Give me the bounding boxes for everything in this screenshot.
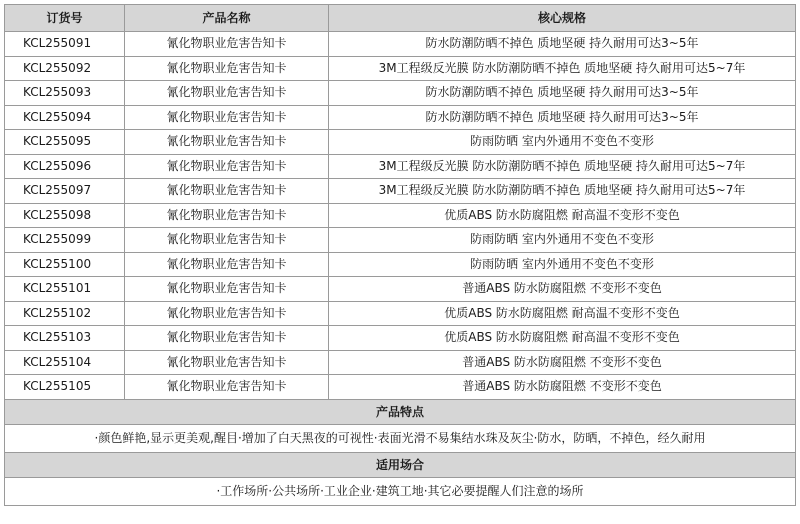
order-number-cell: KCL255091 [5, 32, 125, 57]
core-spec-cell: 3M工程级反光膜 防水防潮防晒不掉色 质地坚硬 持久耐用可达5~7年 [329, 154, 796, 179]
core-spec-cell: 防雨防晒 室内外通用不变色不变形 [329, 252, 796, 277]
product-name-cell: 氰化物职业危害告知卡 [125, 375, 329, 400]
features-text-row [5, 424, 796, 452]
product-name-cell: 氰化物职业危害告知卡 [125, 326, 329, 351]
core-spec-cell: 防水防潮防晒不掉色 质地坚硬 持久耐用可达3~5年 [329, 81, 796, 106]
table-body [5, 32, 796, 400]
core-spec-cell: 3M工程级反光膜 防水防潮防晒不掉色 质地坚硬 持久耐用可达5~7年 [329, 56, 796, 81]
core-spec-cell: 防雨防晒 室内外通用不变色不变形 [329, 130, 796, 155]
table-row [5, 301, 796, 326]
core-spec-cell: 防水防潮防晒不掉色 质地坚硬 持久耐用可达3~5年 [329, 32, 796, 57]
table-row [5, 105, 796, 130]
order-number-cell: KCL255095 [5, 130, 125, 155]
core-spec-cell: 防雨防晒 室内外通用不变色不变形 [329, 228, 796, 253]
header-core-spec: 核心规格 [329, 5, 796, 32]
usage-heading-row [5, 452, 796, 477]
product-name-cell: 氰化物职业危害告知卡 [125, 301, 329, 326]
usage-text: ·工作场所·公共场所·工业企业·建筑工地·其它必要提醒人们注意的场所 [5, 477, 796, 505]
header-order-number: 订货号 [5, 5, 125, 32]
product-name-cell: 氰化物职业危害告知卡 [125, 277, 329, 302]
product-name-cell: 氰化物职业危害告知卡 [125, 228, 329, 253]
table-row [5, 277, 796, 302]
features-text: ·颜色鲜艳,显示更美观,醒目·增加了白天黑夜的可视性·表面光滑不易集结水珠及灰尘·防水，防晒，不掉色，经久耐用 [5, 424, 796, 452]
order-number-cell: KCL255103 [5, 326, 125, 351]
core-spec-cell: 普通ABS 防水防腐阻燃 不变形不变色 [329, 350, 796, 375]
table-header-row [5, 5, 796, 32]
order-number-cell: KCL255096 [5, 154, 125, 179]
usage-title: 适用场合 [5, 452, 796, 477]
product-name-cell: 氰化物职业危害告知卡 [125, 154, 329, 179]
table-row [5, 81, 796, 106]
product-name-cell: 氰化物职业危害告知卡 [125, 130, 329, 155]
core-spec-cell: 防水防潮防晒不掉色 质地坚硬 持久耐用可达3~5年 [329, 105, 796, 130]
order-number-cell: KCL255105 [5, 375, 125, 400]
order-number-cell: KCL255094 [5, 105, 125, 130]
table-row [5, 32, 796, 57]
core-spec-cell: 普通ABS 防水防腐阻燃 不变形不变色 [329, 375, 796, 400]
usage-text-row [5, 477, 796, 505]
order-number-cell: KCL255099 [5, 228, 125, 253]
table-row [5, 228, 796, 253]
core-spec-cell: 普通ABS 防水防腐阻燃 不变形不变色 [329, 277, 796, 302]
table-row [5, 130, 796, 155]
product-name-cell: 氰化物职业危害告知卡 [125, 350, 329, 375]
spec-table [4, 4, 796, 506]
order-number-cell: KCL255098 [5, 203, 125, 228]
table-row [5, 326, 796, 351]
features-title: 产品特点 [5, 399, 796, 424]
core-spec-cell: 3M工程级反光膜 防水防潮防晒不掉色 质地坚硬 持久耐用可达5~7年 [329, 179, 796, 204]
table-row [5, 56, 796, 81]
core-spec-cell: 优质ABS 防水防腐阻燃 耐高温不变形不变色 [329, 203, 796, 228]
order-number-cell: KCL255100 [5, 252, 125, 277]
table-row [5, 375, 796, 400]
product-name-cell: 氰化物职业危害告知卡 [125, 105, 329, 130]
features-heading-row [5, 399, 796, 424]
table-row [5, 203, 796, 228]
product-name-cell: 氰化物职业危害告知卡 [125, 32, 329, 57]
order-number-cell: KCL255102 [5, 301, 125, 326]
table-row [5, 252, 796, 277]
core-spec-cell: 优质ABS 防水防腐阻燃 耐高温不变形不变色 [329, 326, 796, 351]
product-name-cell: 氰化物职业危害告知卡 [125, 179, 329, 204]
order-number-cell: KCL255093 [5, 81, 125, 106]
header-product-name: 产品名称 [125, 5, 329, 32]
order-number-cell: KCL255097 [5, 179, 125, 204]
order-number-cell: KCL255101 [5, 277, 125, 302]
table-row [5, 350, 796, 375]
product-name-cell: 氰化物职业危害告知卡 [125, 81, 329, 106]
table-row [5, 179, 796, 204]
order-number-cell: KCL255104 [5, 350, 125, 375]
product-name-cell: 氰化物职业危害告知卡 [125, 56, 329, 81]
order-number-cell: KCL255092 [5, 56, 125, 81]
core-spec-cell: 优质ABS 防水防腐阻燃 耐高温不变形不变色 [329, 301, 796, 326]
product-name-cell: 氰化物职业危害告知卡 [125, 203, 329, 228]
table-row [5, 154, 796, 179]
product-name-cell: 氰化物职业危害告知卡 [125, 252, 329, 277]
